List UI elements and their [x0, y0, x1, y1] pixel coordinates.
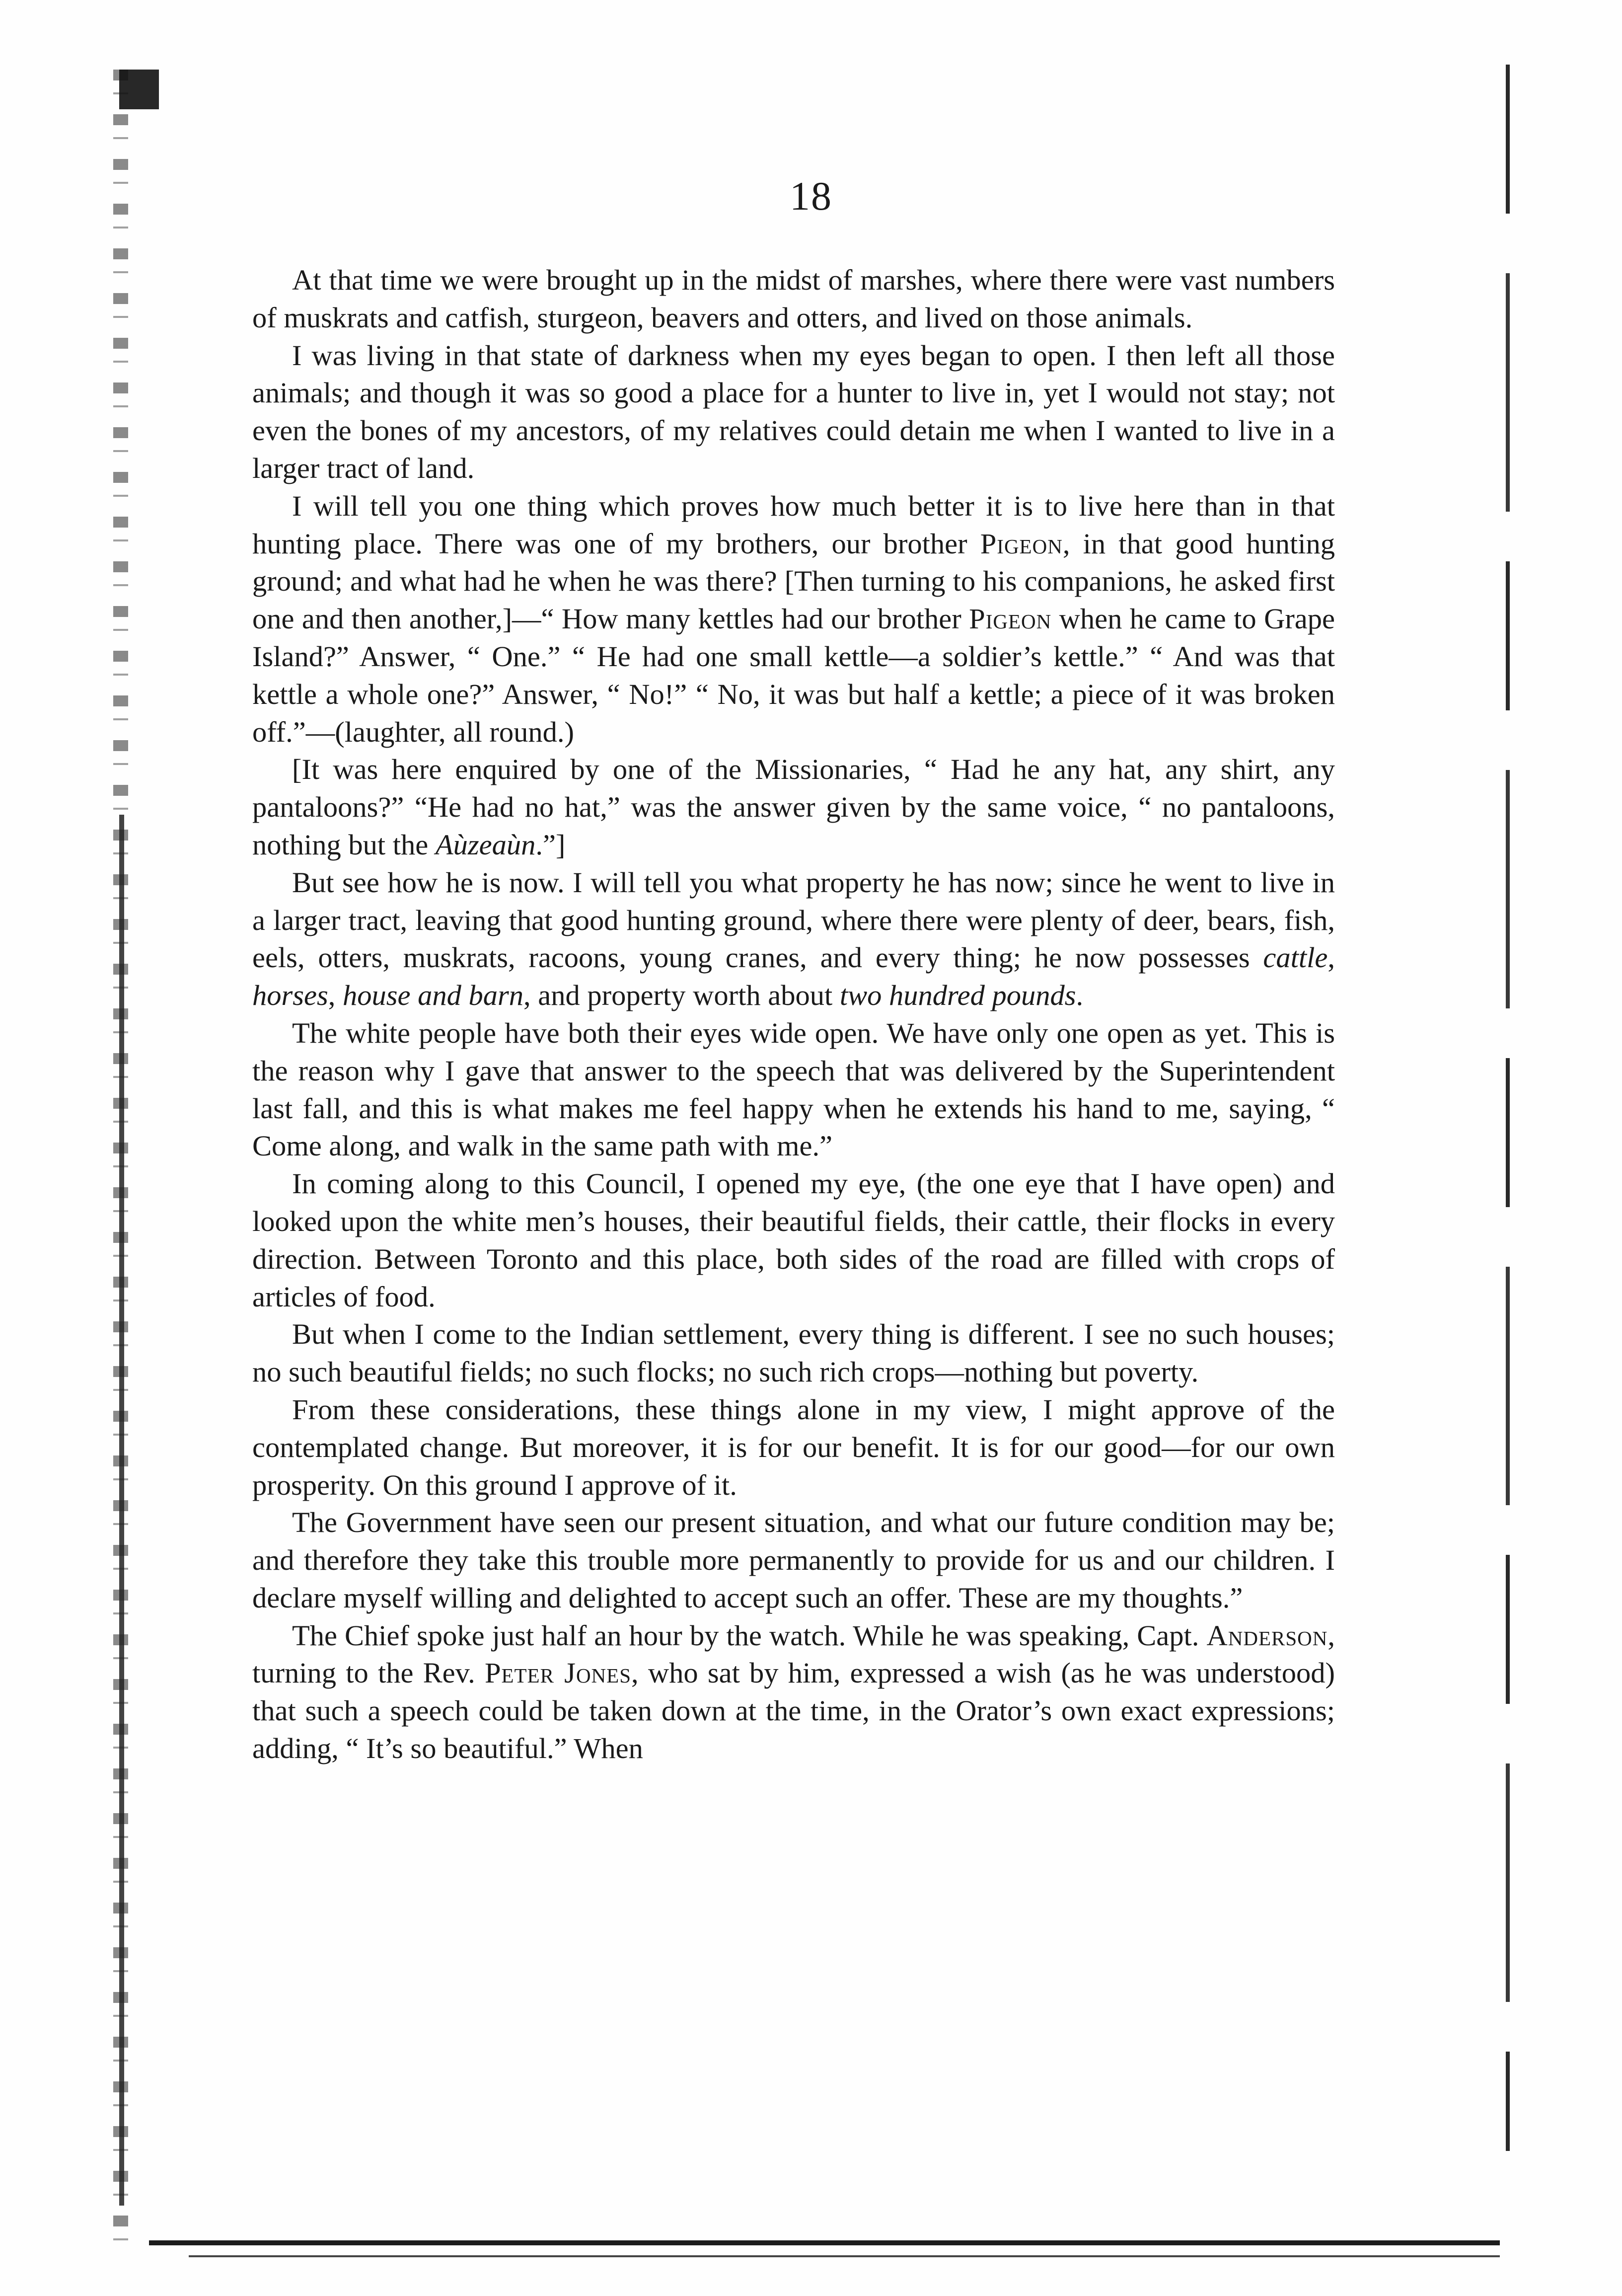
- scan-bottom-rule-secondary: [189, 2255, 1500, 2257]
- paragraph-text: ,: [1327, 941, 1335, 974]
- paragraph-text: But see how he is now. I will tell you what property he has now; since he went to live in a larger tract, leaving that good hunting ground, where there were plenty of deer, bears, fish, eels, otters, muskrats, racoons, young cranes, and every thing; he now possesses: [252, 866, 1335, 974]
- paragraph: The Government have seen our present situation, and what our future condition may be; and therefore they take this trouble more permanently to provide for us and our children. I declare myself willing and delighted to accept such an offer. These are my thoughts.”: [252, 1506, 1335, 1614]
- paragraph: [252, 864, 1335, 1014]
- italic-phrase: house and barn: [343, 979, 524, 1012]
- paragraph-text: when he came to Grape Island?” Answer, “ One.” “ He had one small kettle—a soldier’s kettle.” “ And was that kettle a whole one?” Answer, “ No!” “ No, it was but half a kettle; a piece of it was broken off.”—(laughter, all round.): [252, 603, 1335, 748]
- person-name: Pigeon: [969, 603, 1052, 635]
- body-text: [252, 261, 1335, 1767]
- paragraph-text: [It was here enquired by one of the Missionaries, “ Had he any hat, any shirt, any pantaloons?” “He had no hat,” was the answer given by the same voice, “ no pantaloons, nothing but the: [252, 753, 1335, 861]
- paragraph: The white people have both their eyes wide open. We have only one open as yet. This is the reason why I gave that answer to the speech that was delivered by the Superintendent last fall, and this is what makes me feel happy when he extends his hand to me, saying, “ Come along, and walk in the same path with me.”: [252, 1016, 1335, 1162]
- paragraph: At that time we were brought up in the midst of marshes, where there were vast numbers of muskrats and catfish, sturgeon, beavers and otters, and lived on those animals.: [252, 264, 1335, 334]
- paragraph: But when I come to the Indian settlement, every thing is different. I see no such houses; no such beautiful fields; no such flocks; no such rich crops—nothing but poverty.: [252, 1318, 1335, 1388]
- paragraph: [252, 751, 1335, 863]
- scan-left-margin-line: [119, 815, 124, 2206]
- person-name: Anderson: [1206, 1619, 1328, 1652]
- paragraph: In coming along to this Council, I opened my eye, (the one eye that I have open) and looked upon the white men’s houses, their beautiful fields, their cattle, their flocks in every direction. Between Toronto and this place, both sides of the road are filled with crops of articles of food.: [252, 1167, 1335, 1313]
- paragraph-text: ,: [328, 979, 343, 1012]
- paragraph: [252, 1617, 1335, 1767]
- paragraph-text: .”]: [535, 828, 566, 861]
- person-name: Peter Jones: [484, 1657, 632, 1689]
- italic-phrase: cattle: [1263, 941, 1328, 974]
- paragraph: From these considerations, these things alone in my view, I might approve of the contemplated change. But moreover, it is for our benefit. It is for our good—for our own prosperity. On this ground I approve of it.: [252, 1393, 1335, 1501]
- page-number: 18: [790, 173, 832, 219]
- paragraph: [252, 487, 1335, 751]
- scan-bottom-rule: [149, 2240, 1500, 2245]
- paragraph-text: , in that good hunting ground; and what had he when he was there? [Then turning to his companions, he asked first one and then another,]—“ How many kettles had our brother: [252, 527, 1335, 635]
- italic-phrase: two hundred pounds: [839, 979, 1076, 1012]
- paragraph-text: The Chief spoke just half an hour by the watch. While he was speaking, Capt.: [292, 1619, 1207, 1652]
- scan-right-edge-artifact: [1506, 65, 1510, 2151]
- paragraph-text: , who sat by him, expressed a wish (as he was understood) that such a speech could be taken down at the time, in the Orator’s own exact expressions; adding, “ It’s so beautiful.” When: [252, 1657, 1335, 1765]
- paragraph-text: , turning to the Rev.: [252, 1619, 1335, 1689]
- italic-word: Aùzeaùn: [435, 828, 536, 861]
- paragraph: I was living in that state of darkness when my eyes began to open. I then left all those animals; and though it was so good a place for a hunter to live in, yet I would not stay; not even the bones of my ancestors, of my relatives could detain me when I wanted to live in a larger tract of land.: [252, 339, 1335, 484]
- italic-phrase: horses: [252, 979, 328, 1012]
- paragraph-text: I will tell you one thing which proves how much better it is to live here than in that hunting place. There was one of my brothers, our brother: [252, 489, 1335, 560]
- paragraph-text: , and property worth about: [523, 979, 840, 1012]
- paragraph-text: .: [1076, 979, 1084, 1012]
- person-name: Pigeon: [980, 527, 1063, 560]
- scan-corner-artifact: [119, 70, 159, 109]
